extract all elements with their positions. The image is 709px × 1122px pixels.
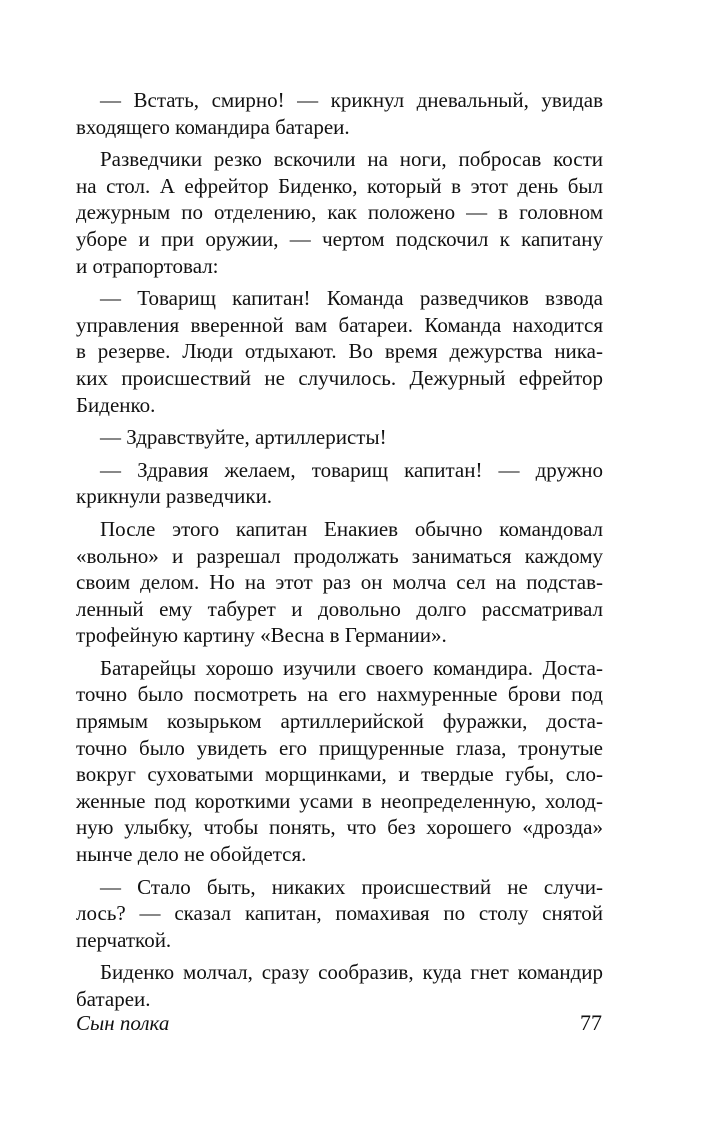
text-line: лось? — сказал капитан, помахивая по столу снятой [76,901,603,926]
text-line: прямым козырьком артиллерийской фуражки, доста- [76,709,603,734]
text-line: Батарейцы хорошо изучили своего командира. Доста- [100,655,603,680]
text-line: нынче дело не обойдется. [76,842,307,867]
text-line: — Стало быть, никаких происшествий не случи- [100,874,603,899]
page-body [76,87,603,1013]
text-line: Биденко. [76,392,156,417]
text-line: вокруг суховатыми морщинками, и твердые губы, сло- [76,762,603,787]
text-line: — Здравствуйте, артиллеристы! [100,425,387,450]
text-line: Биденко молчал, сразу сообразив, куда гнет командир [100,960,603,985]
text-line: своим делом. Но на этот раз он молча сел на подстав- [76,570,603,595]
text-line: на стол. А ефрейтор Биденко, который в этот день был [76,173,603,198]
text-line: уборе и при оружии, — чертом подскочил к капитану [76,226,603,251]
text-line: перчаткой. [76,927,172,952]
text-line: — Товарищ капитан! Команда разведчиков взвода [100,286,603,311]
text-line: трофейную картину «Весна в Германии». [76,623,447,648]
text-line: женные под короткими усами в неопределенную, холод- [76,788,603,813]
text-line: дежурным по отделению, как положено — в головном [76,200,603,225]
text-line: входящего командира батареи. [76,114,350,139]
text-line: ких происшествий не случилось. Дежурный ефрейтор [76,365,603,390]
text-line: — Здравия желаем, товарищ капитан! — дружно [100,457,603,482]
text-line: и отрапортовал: [76,253,219,278]
text-line: ленный ему табурет и довольно долго рассматривал [76,596,603,621]
running-footer-title: Сын полка [76,1011,170,1035]
text-line: Разведчики резко вскочили на ноги, побросав кости [100,147,603,172]
text-line: ную улыбку, чтобы понять, что без хорошего «дрозда» [76,815,603,840]
text-line: в резерве. Люди отдыхают. Во время дежурства ника- [76,339,603,364]
text-line: После этого капитан Енакиев обычно командовал [100,516,603,541]
page-number: 77 [580,1010,602,1035]
text-line: управления вверенной вам батареи. Команда находится [76,312,603,337]
text-line: точно было посмотреть на его нахмуренные брови под [76,682,603,707]
text-line: — Встать, смирно! — крикнул дневальный, увидав [100,88,603,112]
text-line: точно было увидеть его прищуренные глаза, тронутые [76,735,603,760]
text-line: «вольно» и разрешал продолжать заниматься каждому [76,543,603,568]
text-line: батареи. [76,987,151,1011]
text-line: крикнули разведчики. [76,484,273,509]
